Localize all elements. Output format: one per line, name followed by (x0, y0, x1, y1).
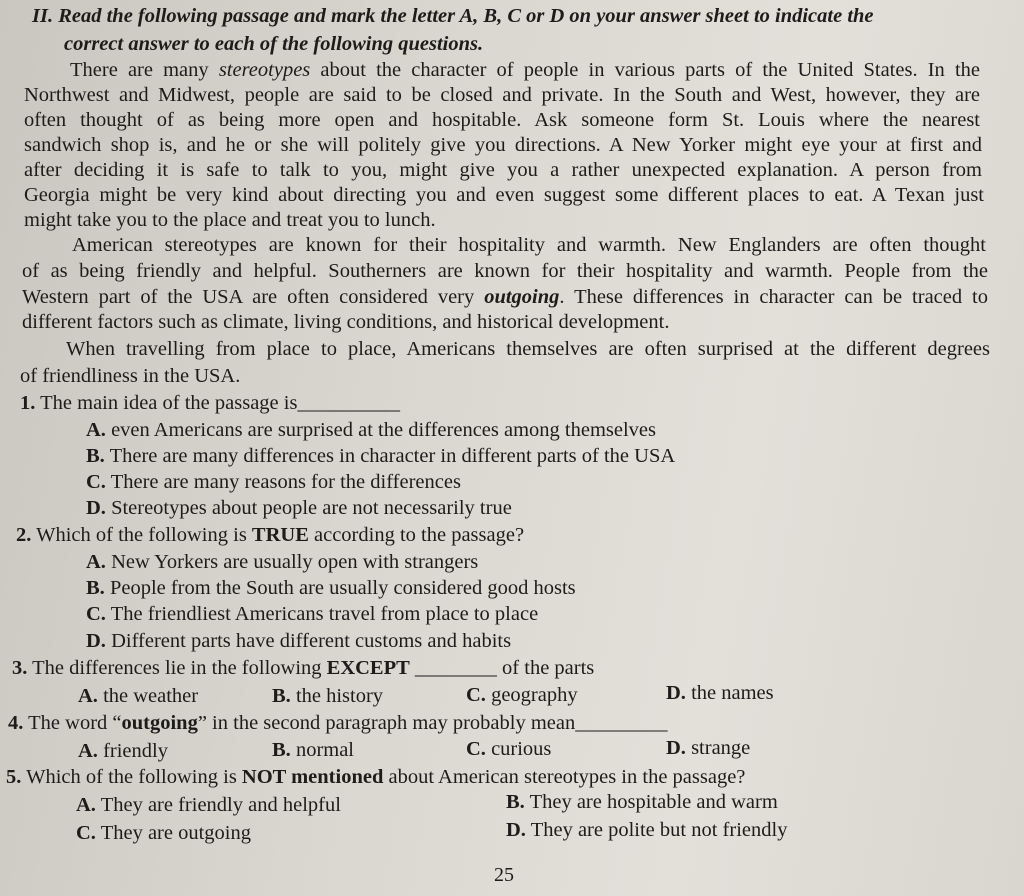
section-heading-line2: correct answer to each of the following questions. (64, 33, 484, 55)
passage-p1-line6: Georgia might be very kind about directing you and even suggest some different places to eat. A Texan just (24, 184, 984, 206)
passage-p1-line5: after deciding it is safe to talk to you, might give you a rather unexpected explanation. A person from (24, 159, 982, 181)
passage-p2-line1: American stereotypes are known for their hospitality and warmth. New Englanders are often thought (72, 234, 986, 256)
question-2-option-b[interactable]: B. People from the South are usually considered good hosts (86, 577, 576, 599)
question-4-option-d[interactable]: D. strange (666, 737, 751, 759)
passage-p1-line3: often thought of as being more open and hospitable. Ask someone form St. Louis where the nearest (24, 109, 980, 131)
question-5-option-a[interactable]: A. They are friendly and helpful (76, 794, 341, 816)
question-3-option-a[interactable]: A. the weather (78, 685, 199, 707)
question-2-option-a[interactable]: A. New Yorkers are usually open with strangers (86, 551, 479, 573)
passage-p2-line4: different factors such as climate, living conditions, and historical development. (22, 311, 670, 333)
passage-p3-line1: When travelling from place to place, Americans themselves are often surprised at the different degrees (66, 338, 990, 360)
question-2-option-d[interactable]: D. Different parts have different customs and habits (86, 630, 512, 652)
question-4-option-b[interactable]: B. normal (272, 739, 355, 761)
question-2-option-c[interactable]: C. The friendliest Americans travel from place to place (86, 603, 539, 625)
question-5-stem: 5. Which of the following is NOT mentioned about American stereotypes in the passage? (6, 766, 746, 788)
passage-p1-line2: Northwest and Midwest, people are said to be closed and private. In the South and West, however, they are (24, 84, 980, 106)
question-1-stem: 1. The main idea of the passage is__________ (20, 392, 400, 414)
question-1-option-c[interactable]: C. There are many reasons for the differences (86, 471, 461, 493)
passage-p1-line4: sandwich shop is, and he or she will politely give you directions. A New Yorker might eye your at first and (24, 134, 982, 156)
passage-p3-line2: of friendliness in the USA. (20, 365, 241, 387)
page-number: 25 (494, 864, 514, 886)
question-3-stem: 3. The differences lie in the following EXCEPT ________ of the parts (12, 657, 595, 679)
question-4-stem: 4. The word “outgoing” in the second paragraph may probably mean_________ (8, 712, 668, 734)
question-5-option-c[interactable]: C. They are outgoing (76, 822, 251, 844)
question-3-option-d[interactable]: D. the names (666, 682, 774, 704)
question-3-option-b[interactable]: B. the history (272, 685, 384, 707)
term-outgoing: outgoing (484, 286, 560, 308)
question-1-option-b[interactable]: B. There are many differences in character in different parts of the USA (86, 445, 676, 467)
term-stereotypes: stereotypes (218, 59, 311, 81)
question-1-option-a[interactable]: A. even Americans are surprised at the differences among themselves (86, 419, 657, 441)
section-heading-line1: II. Read the following passage and mark the letter A, B, C or D on your answer sheet to indicate the (32, 5, 874, 27)
passage-p2-line3: Western part of the USA are often considered very outgoing. These differences in character can be traced to (22, 286, 988, 308)
question-1-option-d[interactable]: D. Stereotypes about people are not necessarily true (86, 497, 512, 519)
question-2-stem: 2. Which of the following is TRUE according to the passage? (16, 524, 525, 546)
question-4-option-a[interactable]: A. friendly (78, 740, 168, 762)
question-3-option-c[interactable]: C. geography (466, 684, 578, 706)
passage-p2-line2: of as being friendly and helpful. Southerners are known for their hospitality and warmth. People from the (22, 260, 988, 282)
passage-p1-line1: There are many stereotypes about the character of people in various parts of the United States. In the (70, 59, 980, 81)
passage-p1-line7: might take you to the place and treat you to lunch. (24, 209, 436, 231)
question-5-option-b[interactable]: B. They are hospitable and warm (506, 791, 778, 813)
question-5-option-d[interactable]: D. They are polite but not friendly (506, 819, 788, 841)
question-4-option-c[interactable]: C. curious (466, 738, 552, 760)
